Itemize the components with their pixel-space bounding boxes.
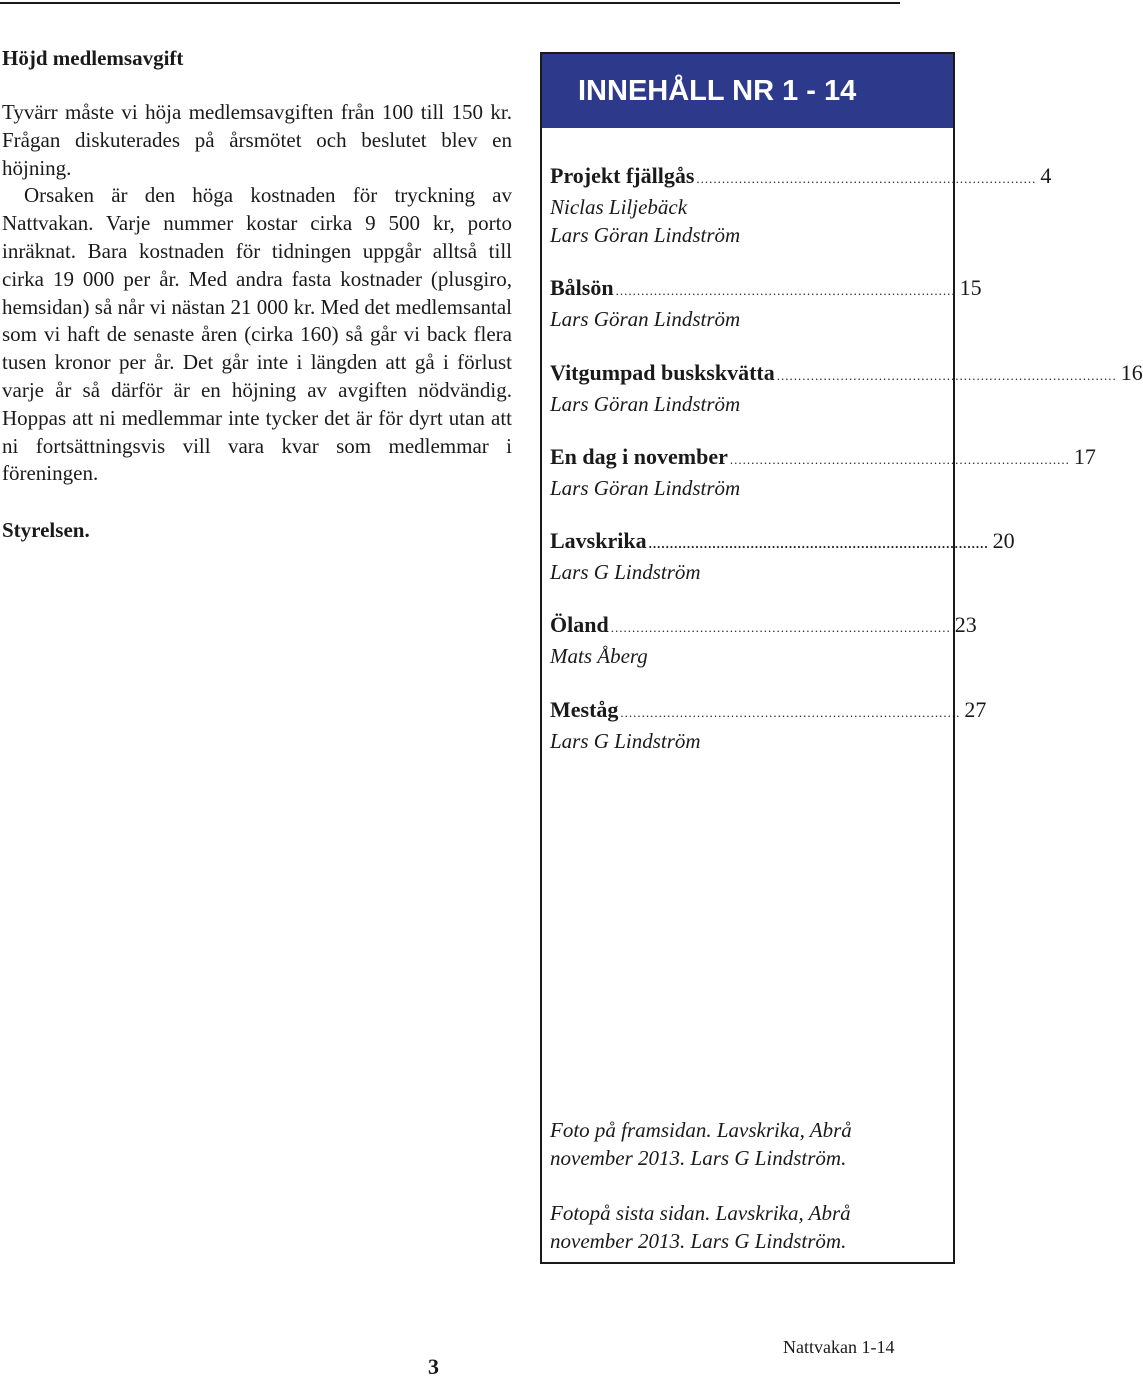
toc-entry-line [550, 443, 1096, 474]
page-number: 3 [428, 1354, 439, 1379]
toc-entry-line [550, 611, 977, 642]
toc-entry-author: Lars Göran Lindström [550, 307, 741, 332]
toc-entry [550, 696, 987, 780]
toc-entry-line [550, 527, 1015, 558]
toc-entry-line [550, 359, 1143, 390]
leader-dots: ................................................................................ [615, 283, 956, 299]
photo-credits [550, 1116, 910, 1282]
article [2, 44, 512, 544]
toc-entry-page: 23 [954, 612, 977, 638]
publication-footer: Nattvakan 1-14 [783, 1337, 895, 1357]
toc-entry-page: 15 [959, 275, 982, 301]
toc-entry-author: Niclas Liljebäck [550, 195, 688, 219]
toc-list [550, 162, 1143, 780]
toc-entry-page: 17 [1073, 443, 1096, 469]
toc-entry-title: Bålsön [550, 275, 614, 301]
toc-entry [550, 274, 982, 358]
toc-entry-page: 27 [964, 696, 987, 722]
article-heading: Höjd medlemsavgift [2, 46, 184, 70]
toc-entry [550, 443, 1096, 527]
toc-entry [550, 611, 977, 695]
toc-entry-author: Lars G Lindström [550, 728, 701, 753]
toc-entry-page: 16 [1120, 359, 1143, 385]
toc-entry-title: En dag i november [550, 443, 728, 469]
toc-entry [550, 359, 1143, 443]
toc-entry-line [550, 162, 1052, 193]
toc-entry-page: 20 [992, 528, 1015, 554]
article-paragraph-2 [2, 182, 512, 488]
back-photo-credit: Fotopå sista sidan. Lavskrika, Abrå november 2013. Lars G Lindström. [550, 1201, 851, 1253]
article-paragraph-1: Tyvärr måste vi höja medlemsavgiften från 100 till 150 kr. Frågan diskuterades på årsmötet och beslutet blev en höjning. [2, 100, 512, 180]
toc-entry-author: Lars Göran Lindström [550, 391, 741, 416]
toc-entry-title: Lavskrika [550, 528, 647, 554]
toc-entry-line [550, 274, 982, 305]
toc-entry-author: Mats Åberg [550, 644, 648, 669]
toc-entry-page: 4 [1040, 163, 1052, 188]
leader-dots: ................................................................................ [610, 620, 951, 636]
leader-dots: ................................................................................ [729, 451, 1070, 467]
top-rule [0, 2, 900, 4]
front-photo-credit: Foto på framsidan. Lavskrika, Abrå november 2013. Lars G Lindström. [550, 1118, 852, 1170]
toc-entry-title: Projekt fjällgås [550, 163, 695, 188]
toc-entry-line [550, 696, 987, 727]
leader-dots: ................................................................................ [620, 704, 961, 720]
toc-entry [550, 527, 1015, 611]
toc-title: INNEHÅLL NR 1 - 14 [542, 54, 953, 128]
leader-dots: ................................................................................ [696, 171, 1037, 186]
toc-entry [550, 162, 1052, 247]
article-signature: Styrelsen. [2, 518, 90, 543]
table-of-contents [540, 52, 1143, 1264]
leader-dots: ................................................................................ [648, 536, 989, 552]
article-paragraph-2-text: Orsaken är den höga kostnaden för tryckning av Nattvakan. Varje nummer kostar cirka 9 500 kr, porto inräknat. Bara kostnaden för tidningen uppgår alltså till cirka 19 000 per år. Med andra fasta kostnader (plusgiro, hemsidan) så når vi nästan 21 000 kr. Med det medlemsantal som vi haft de senaste åren (cirka 160) så går vi back flera tusen kronor per år. Det går inte i längden att gå i förlust varje år så därför är en höjning av avgiften nödvändig. Hoppas att ni medlemmar inte tycker det är för dyrt utan att ni fortsättningsvis vill vara kvar som medlemmar i föreningen. [2, 183, 512, 486]
toc-entry-author: Lars Göran Lindström [550, 475, 741, 500]
toc-entry-title: Vitgumpad buskskvätta [550, 359, 775, 385]
toc-entry-author: Lars Göran Lindström [550, 223, 741, 247]
toc-entry-author: Lars G Lindström [550, 560, 701, 585]
toc-entry-title: Öland [550, 612, 609, 638]
toc-entry-title: Meståg [550, 696, 619, 722]
leader-dots: ................................................................................ [776, 367, 1117, 383]
